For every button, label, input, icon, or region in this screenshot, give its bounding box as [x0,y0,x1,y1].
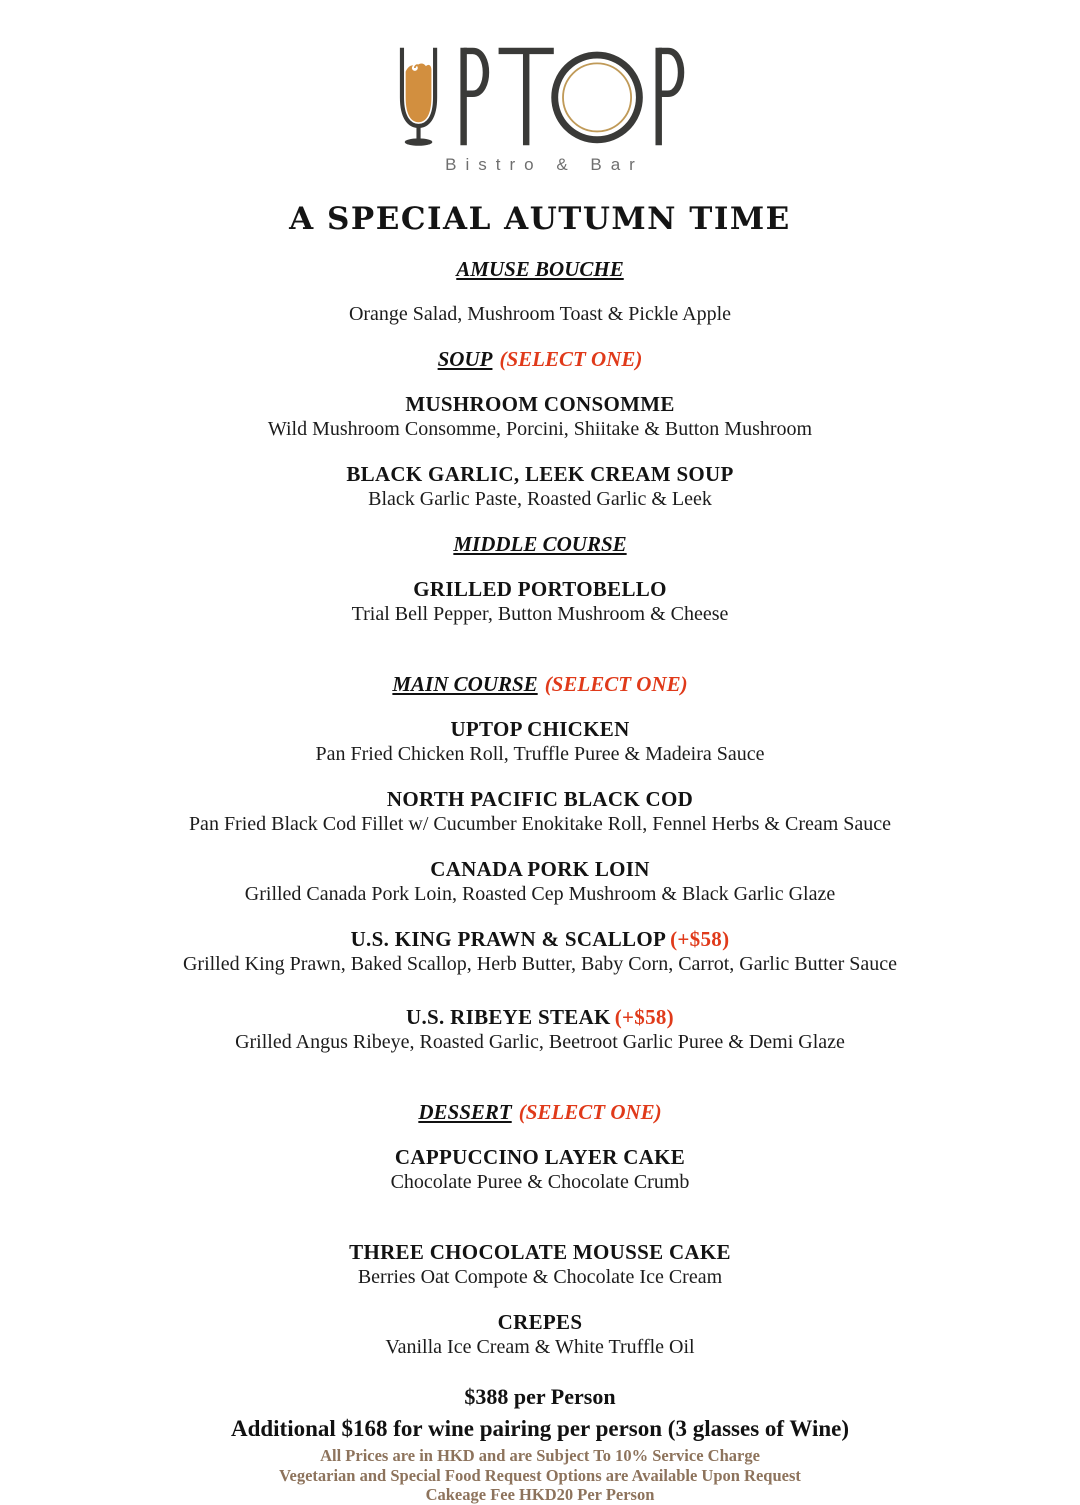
section-dessert [0,1100,1080,1360]
menu-item [0,577,1080,627]
item-description: Chocolate Puree & Chocolate Crumb [390,1171,690,1193]
item-description: Grilled Canada Pork Loin, Roasted Cep Mushroom & Black Garlic Glaze [244,883,836,905]
select-one-note: (SELECT ONE) [544,672,688,696]
section-heading-text: DESSERT [418,1100,512,1124]
section-heading [0,347,1080,372]
item-name: BLACK GARLIC, LEEK CREAM SOUP [346,462,734,486]
item-description: Vanilla Ice Cream & White Truffle Oil [385,1336,695,1358]
item-name: THREE CHOCOLATE MOUSSE CAKE [349,1240,731,1264]
section-amuse-bouche [0,257,1080,327]
plate-icon [555,55,640,140]
wine-glass-icon [402,48,435,146]
item-description: Grilled Angus Ribeye, Roasted Garlic, Beetroot Garlic Puree & Demi Glaze [235,1031,845,1053]
menu-item [0,1310,1080,1360]
logo-letter-p1 [464,48,486,146]
price-per-person: $388 per Person [464,1384,616,1409]
menu-item [0,462,1080,512]
section-heading [0,257,1080,282]
menu-item [0,857,1080,907]
item-name: GRILLED PORTOBELLO [413,577,667,601]
uptop-logo-icon [390,44,690,149]
uptop-logo [0,44,1080,175]
section-heading [0,532,1080,557]
item-name: MUSHROOM CONSOMME [405,392,675,416]
section-heading-text: MIDDLE COURSE [453,532,627,556]
price-supplement: (+$58) [614,1005,674,1029]
item-description: Orange Salad, Mushroom Toast & Pickle Apple [348,303,732,325]
menu-item [0,717,1080,767]
select-one-note: (SELECT ONE) [499,347,643,371]
item-description: Grilled King Prawn, Baked Scallop, Herb Butter, Baby Corn, Carrot, Garlic Butter Sauce [182,953,898,975]
item-name-text: U.S. RIBEYE STEAK [406,1005,611,1029]
item-name: UPTOP CHICKEN [450,717,630,741]
menu-item [0,1005,1080,1055]
item-description: Pan Fried Chicken Roll, Truffle Puree & Madeira Sauce [315,743,765,765]
footer-note-service-charge: All Prices are in HKD and are Subject To 10% Service Charge [320,1446,760,1465]
item-name [0,1005,1080,1030]
footer-note-vegetarian: Vegetarian and Special Food Request Options are Available Upon Request [279,1465,801,1485]
item-name-text: U.S. KING PRAWN & SCALLOP [350,927,667,951]
footer-notes [0,1446,1080,1505]
logo-subtitle: Bistro & Bar [445,155,644,174]
logo-letter-p2 [659,48,681,146]
section-heading [0,672,1080,697]
section-heading-text: SOUP [437,347,493,371]
item-description: Berries Oat Compote & Chocolate Ice Cream [357,1266,723,1288]
footer-note-cakeage: Cakeage Fee HKD20 Per Person [425,1485,655,1504]
item-name: CANADA PORK LOIN [430,857,650,881]
menu-item [0,392,1080,442]
section-heading-text: MAIN COURSE [392,672,538,696]
menu-item [0,787,1080,837]
section-main-course [0,672,1080,1055]
menu-item [0,1240,1080,1290]
menu-item [0,927,1080,977]
section-middle-course [0,532,1080,627]
item-description: Black Garlic Paste, Roasted Garlic & Leek [368,488,712,510]
wine-pairing-price: Additional $168 for wine pairing per person (3 glasses of Wine) [230,1416,850,1441]
item-name: CAPPUCCINO LAYER CAKE [394,1145,686,1169]
item-description: Wild Mushroom Consomme, Porcini, Shiitake & Button Mushroom [267,418,813,440]
item-name: NORTH PACIFIC BLACK COD [386,787,694,811]
price-supplement: (+$58) [670,927,730,951]
section-heading [0,1100,1080,1125]
section-soup [0,347,1080,512]
menu-item [0,302,1080,327]
item-description: Trial Bell Pepper, Button Mushroom & Cheese [351,603,729,625]
logo-letter-t [499,51,554,145]
item-name: CREPES [497,1310,583,1334]
menu-item [0,1145,1080,1195]
section-heading-text: AMUSE BOUCHE [456,257,624,281]
page-title: A SPECIAL AUTUMN TIME [289,201,791,237]
item-name [0,927,1080,952]
select-one-note: (SELECT ONE) [518,1100,662,1124]
item-description: Pan Fried Black Cod Fillet w/ Cucumber Enokitake Roll, Fennel Herbs & Cream Sauce [188,813,892,835]
